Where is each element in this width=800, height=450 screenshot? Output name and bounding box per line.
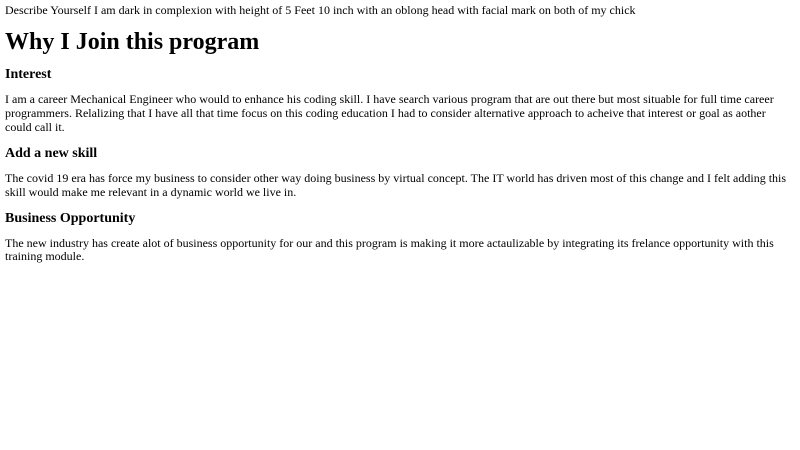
section-heading: Add a new skill bbox=[5, 145, 98, 161]
section-body: The covid 19 era has force my business to consider other way doing business by virtual concept. The IT world has driven most of this change and I felt adding this skill would make me relevant in a dynamic world we live in. bbox=[5, 170, 787, 199]
section-heading: Interest bbox=[5, 67, 52, 83]
page-title: Why I Join this program bbox=[5, 28, 260, 55]
section-interest bbox=[5, 67, 795, 134]
section-body: I am a career Mechanical Engineer who would to enhance his coding skill. I have search various program that are out there but most situable for full time career programmers. Relalizing that I have all that time focus on this coding education I had to consider alternative approach to acheive that interest or goal as aother could call it. bbox=[5, 92, 774, 135]
section-business-opportunity bbox=[5, 211, 795, 265]
section-body: The new industry has create alot of business opportunity for our and this program is making it more actaulizable by integrating its frelance opportunity with this training module. bbox=[5, 235, 774, 264]
section-heading: Business Opportunity bbox=[5, 210, 136, 226]
intro-text: Describe Yourself I am dark in complexion with height of 5 Feet 10 inch with an oblong head with facial mark on both of my chick bbox=[5, 3, 636, 17]
section-add-new-skill bbox=[5, 146, 795, 200]
